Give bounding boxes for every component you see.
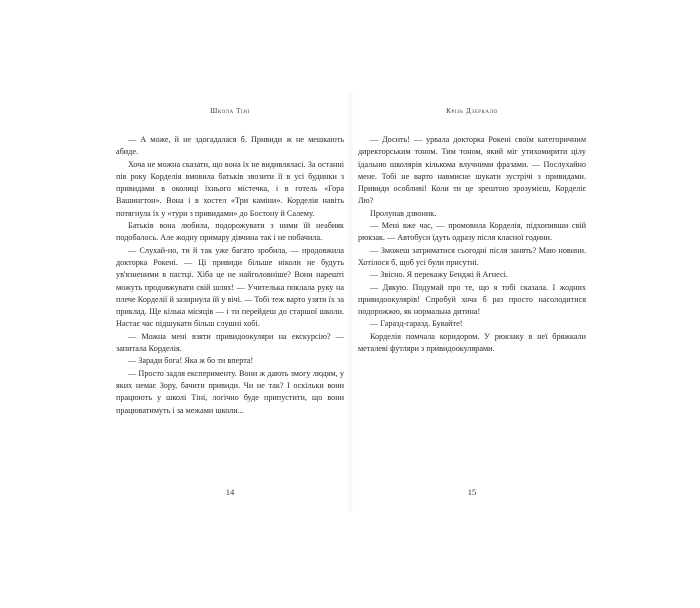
paragraph: Корделія помчала коридором. У рюкзаку в неї бряжкали металеві футляри з привидоокулярами. — [358, 331, 586, 354]
paragraph: — Гаразд-гаразд. Бувайте! — [370, 319, 463, 329]
right-page-text — [358, 134, 586, 355]
paragraph: — Досить! — урвала докторка Рокені своїм категоричним директорським тоном. Тим тоном, який міг утихомирити цілу їдальню школярів кількома влучними фразами. — Послухайно мене. Тобі не варто навмисне шукати зустрічі з привидами. Привиди особливі! Коли ти це зрештою зрозумієш, Корделіє Лю? — [358, 135, 586, 206]
book-gutter — [346, 92, 354, 512]
left-page-text — [116, 134, 344, 417]
paragraph: Батьків вона любила, подорожувати з ними їй неабияк подобалось. Але жодну примару дівчина так і не побачила. — [116, 221, 344, 243]
paragraph: — Просто задля експерименту. Вони ж дають змогу людям, у яких немає Зору, бачити привиди. Чи не так? І оскільки вони працюють у школі Тіні, логічно буде припустити, що вони працюватимуть і за межами школи... — [116, 368, 344, 415]
left-page — [116, 0, 344, 608]
running-head-right: Крізь Дзеркало — [446, 107, 498, 115]
paragraph: — Можна мені взяти привидоокуляри на екскурсію? — запитала Корделія. — [116, 331, 344, 354]
paragraph: Пролунав дзвоник. — [370, 208, 437, 218]
paragraph: — Мені вже час, — промовила Корделія, підхопивши свій рюкзак. — Автобуси їдуть одразу після класної години. — [358, 221, 586, 243]
page-number-left: 14 — [225, 487, 235, 497]
page-number-right: 15 — [467, 487, 477, 497]
paragraph: — Звісно. Я перекажу Бенджі й Агнесі. — [370, 270, 508, 280]
paragraph: Хоча не можна сказати, що вона їх не видивляласі. За останні пів року Корделія вмовила батьків звозити її в усі будинки з привидами в околиці їхнього містечка, і в готель «Гора Вашингтон». Вона і в хостел «Три каміни». Корделія навіть потягнула їх у «тури з привидами» до Бостону й Салему. — [116, 159, 344, 218]
paragraph: — Слухай-но, ти й так уже багато зробила, — продовжила докторка Рокені. — Ці привиди більше ніколи не будуть ув'язненими в пастці. Хіба це не найголовніше? Вони нарешті можуть продовжувати свій шлях! — Учителька поклала руку на плече Корделії й зазирнула їй у вічі. — Тобі теж варто узяти їх за приклад. Ще кілька місяців — і ти перейдеш до старшої школи. Настає час підшукати більш слушні хобі. — [116, 245, 344, 329]
right-page — [358, 0, 586, 608]
paragraph: — Зможеш затриматися сьогодні після занять? Маю новини. Хотілося б, щоб усі були присутні. — [358, 245, 586, 267]
paragraph: — Заради бога! Яка ж бо ти вперта! — [128, 356, 254, 366]
paragraph: — Дякую. Подумай про те, що я тобі сказала. І жодних привидоокулярів! Спробуй хоча б раз просто насолодитися подорожжю, як нормальна дитина! — [358, 282, 586, 317]
running-head-left: Школа Тіні — [210, 107, 250, 115]
paragraph: — А може, й не здогадалася б. Привиди ж не мешкають абиде. — [116, 135, 344, 157]
